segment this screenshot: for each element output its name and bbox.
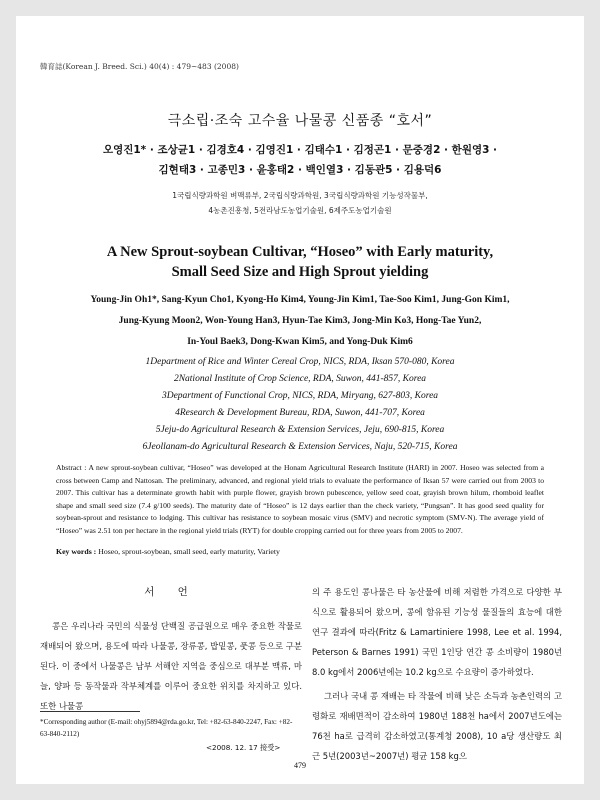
affiliation-line: 6Jeollanam-do Agricultural Research & Extension Services, Naju, 520-715, Korea	[142, 442, 458, 452]
body-paragraph: 그러나 국내 콩 재배는 타 작물에 비해 낮은 소득과 농촌인력의 고령화로 재배면적이 감소하여 1980년 188천 ha에서 2007년도에는 76천 ha로 급격히 감소하였고(통계청 2008), 10 a당 생산량도 최근 5년(2003년~2007년) 평균 158 kg으	[312, 691, 562, 761]
english-title	[36, 242, 564, 282]
page-number: 479	[294, 761, 306, 770]
affiliation-line: 4Research & Development Bureau, RDA, Suwon, 441-707, Korea	[175, 408, 425, 418]
korean-affiliations	[56, 188, 544, 218]
affiliation-line: 3Department of Functional Crop, NICS, RDA, Miryang, 627-803, Korea	[161, 391, 439, 401]
affiliation-line: 2National Institute of Crop Science, RDA, Suwon, 441-857, Korea	[173, 374, 427, 384]
korean-authors-line: 김현태3 · 고종민3 · 윤홍태2 · 백인열3 · 김동관5 · 김용덕6	[158, 164, 442, 176]
affiliation-line: 5Jeju-do Agricultural Research & Extension Services, Jeju, 690-815, Korea	[155, 425, 445, 435]
korean-authors-line: 오영진1* · 조상균1 · 김경호4 · 김영진1 · 김태수1 · 김정곤1 · 문중경2 · 한원영3 ·	[102, 144, 498, 156]
footnote-divider	[40, 711, 140, 712]
english-title-line: Small Seed Size and High Sprout yielding	[171, 264, 429, 280]
korean-affiliation-line: 4농촌진흥청, 5전라남도농업기술원, 6제주도농업기술원	[208, 206, 392, 215]
english-authors-line: In-Youl Baek3, Dong-Kwan Kim5, and Yong-Duk Kim6	[187, 337, 413, 347]
body-paragraph: 의 주 용도인 콩나물은 타 농산물에 비해 저렴한 가격으로 다양한 부식으로 활용되어 왔으며, 콩에 함유된 기능성 물질들의 효능에 대한 연구 결과에 따라(Fritz & Lamartiniere 1998, Lee et al. 1994, Peterson & Barnes 1991) 국민 1인당 연간 콩 소비량이 1980년 8.0 kg에서 2006년에는 10.2 kg으로 수요량이 증가하였다.	[312, 587, 562, 677]
korean-title: 극소립·조숙 고수율 나물콩 신품종 “호서”	[167, 113, 433, 129]
korean-authors	[56, 140, 544, 180]
keywords	[56, 547, 280, 556]
english-title-line: A New Sprout-soybean Cultivar, “Hoseo” with Early maturity,	[106, 244, 494, 260]
section-heading-introduction: 서 언	[144, 586, 198, 598]
english-authors-line: Jung-Kyung Moon2, Won-Young Han3, Hyun-Tae Kim3, Jong-Min Ko3, Hong-Tae Yun2,	[118, 316, 482, 326]
abstract: Abstract : A new sprout-soybean cultivar, “Hoseo” was developed at the Honam Agricultural Research Institute (HARI) in 2007. Hoseo was selected from a cross between Camp and Nattosan. The preliminary, advanced, and regional yield trials to evaluate the performance of Iksan 57 were carried out from 2003 to 2007. This cultivar has a determinate growth habit with purple flower, grayish brown pubescence, yellow seed coat, grayish brown hilum, rhomboid leaflet shape and small seed size (7.4 g/100 seeds). The maturity date of “Hoseo” is 12 days earlier than the check variety, “Pungsan”. It has good seed quality for soybean-sprout and resistance to lodging. This cultivar has resistance to soybean mosaic virus (SMV) and necrotic symptom (SMV-N). The average yield of “Hoseo” was 2.51 ton per hectare in the regional yield trials (RYT) for double cropping carried out for three years from 2005 to 2007.	[56, 463, 544, 535]
keywords-label: Key words :	[56, 547, 97, 556]
keywords-text: Hoseo, sprout-soybean, small seed, early maturity, Variety	[98, 547, 280, 556]
corresponding-author-footnote: *Corresponding author (E-mail: ohyj5894@rda.go.kr, Tel: +82-63-840-2247, Fax: +82-63-840-2112)	[40, 718, 293, 738]
english-affiliations	[36, 354, 564, 456]
right-column	[312, 582, 562, 766]
received-date: <2008. 12. 17 接受>	[206, 743, 281, 752]
body-paragraph: 콩은 우리나라 국민의 식물성 단백질 공급원으로 매우 중요한 작물로 재배되어 왔으며, 용도에 따라 나물콩, 장류콩, 밥밑콩, 풋콩 등으로 구분된다. 이 중에서 나물콩은 남부 서해안 지역을 중심으로 대부분 맥류, 마늘, 양파 등 동작물과 작부체계를 이루어 중요한 위치를 차지하고 있다. 또한 나물콩	[40, 621, 302, 711]
paper-page	[16, 16, 584, 784]
korean-affiliation-line: 1국립식량과학원 벼맥류부, 2국립식량과학원, 3국립식량과학원 기능성작물부,	[172, 191, 428, 200]
left-column	[40, 582, 302, 716]
english-authors-line: Young-Jin Oh1*, Sang-Kyun Cho1, Kyong-Ho Kim4, Young-Jin Kim1, Tae-Soo Kim1, Jung-Gon Kim1,	[90, 295, 510, 305]
english-authors	[36, 290, 564, 353]
affiliation-line: 1Department of Rice and Winter Cereal Crop, NICS, RDA, Iksan 570-080, Korea	[145, 357, 455, 367]
journal-header: 韓育誌(Korean J. Breed. Sci.) 40(4) : 479~483 (2008)	[40, 62, 239, 71]
